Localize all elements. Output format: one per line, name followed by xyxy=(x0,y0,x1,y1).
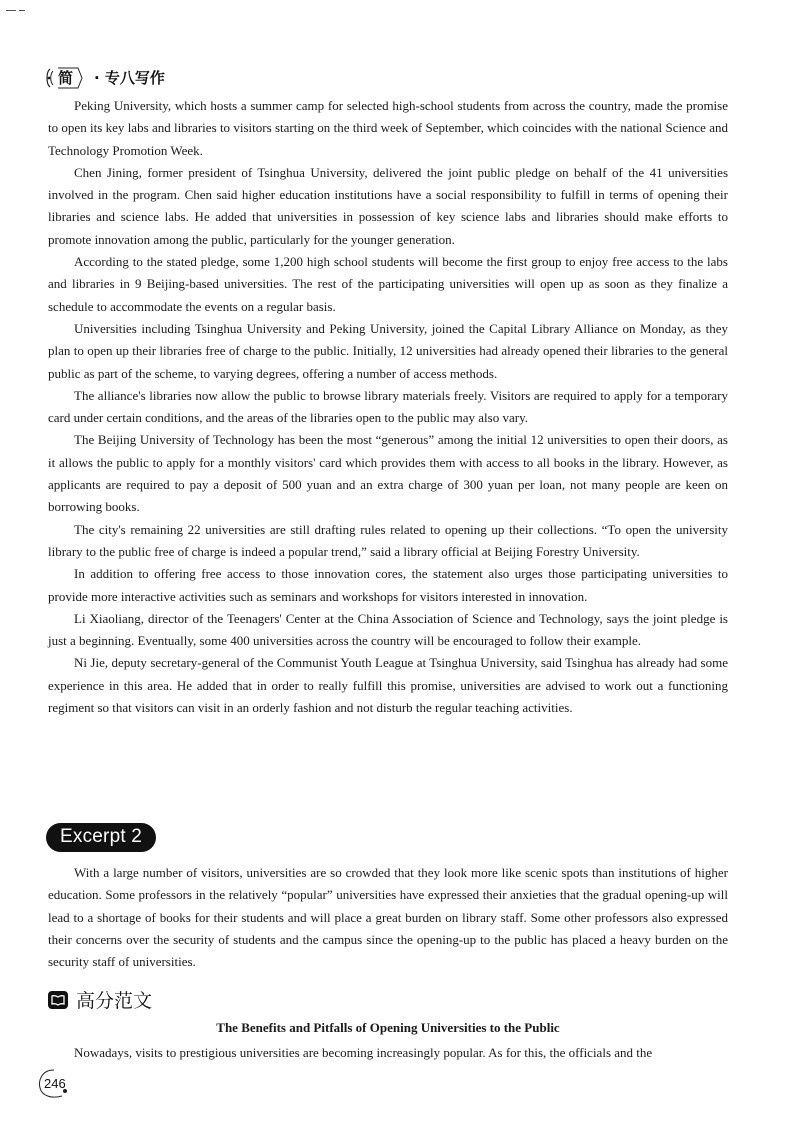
paragraph: The alliance's libraries now allow the public to browse library materials freely. Visitors are required to apply for a temporary card under certain conditions, and the areas of the libraries open to the public may also vary. xyxy=(48,387,728,426)
logo-character: 简 xyxy=(58,68,74,87)
paragraph: Li Xiaoliang, director of the Teenagers' Center at the China Association of Science and Technology, says the joint pledge is just a beginning. Eventually, some 400 universities across the country will be encouraged to follow their example. xyxy=(48,610,728,649)
section-title: 高分范文 xyxy=(76,990,153,1012)
paragraph: The Beijing University of Technology has been the most “generous” among the initial 12 universities to open their doors, as it allows the public to apply for a monthly visitors' card which provides them with access to all books in the library. However, as applicants are required to pay a deposit of 500 yuan and an extra charge of 300 yuan per loan, not many people are keen on borrowing books. xyxy=(48,432,728,515)
excerpt-2-heading xyxy=(46,823,156,852)
excerpt-1-body xyxy=(48,95,728,719)
paragraph: The city's remaining 22 universities are still drafting rules related to opening up their collections. “To open the university library to the public free of charge is indeed a popular trend,” said a library official at Beijing Forestry University. xyxy=(48,521,728,559)
crop-mark xyxy=(6,10,28,12)
excerpt-label: Excerpt 2 xyxy=(46,823,156,852)
page-number-badge xyxy=(36,1066,76,1102)
essay-title: The Benefits and Pitfalls of Opening Universities to the Public xyxy=(216,1020,560,1035)
section-heading xyxy=(48,986,152,1013)
paragraph: In addition to offering free access to those innovation cores, the statement also urges those participating universities to provide more interactive activities such as seminars and workshops for visitors interested in innovation. xyxy=(48,566,728,604)
paragraph: Chen Jining, former president of Tsinghua University, delivered the joint public pledge on behalf of the 41 universities involved in the program. Chen said higher education institutions have a social responsibility to fulfill in terms of opening their libraries and science labs. He added that universities in possession of key science labs and libraries should make efforts to promote innovation among the public, particularly for the younger generation. xyxy=(48,164,728,247)
book-icon xyxy=(48,991,68,1009)
essay-first-line: Nowadays, visits to prestigious universities are becoming increasingly popular. As for this, the officials and the xyxy=(74,1045,653,1060)
page-number: 246 xyxy=(44,1076,66,1091)
page-header xyxy=(44,62,165,92)
header-title: · 专八写作 xyxy=(94,68,165,87)
excerpt-2-body xyxy=(48,862,728,973)
paragraph: Ni Jie, deputy secretary-general of the Communist Youth League at Tsinghua University, said Tsinghua has already had some experience in this area. He added that in order to really fulfill this promise, universities are advised to work out a functioning regiment so that visitors can visit in an orderly fashion and not disturb the regular teaching activities. xyxy=(48,655,728,716)
paragraph: Universities including Tsinghua University and Peking University, joined the Capital Library Alliance on Monday, as they plan to open up their libraries free of charge to the public. Initially, 12 universities had already opened their libraries to the general public as part of the scheme, to varying degrees, offering a number of access methods. xyxy=(48,320,728,381)
paragraph: According to the stated pledge, some 1,200 high school students will become the first group to enjoy free access to the labs and libraries in 9 Beijing-based universities. The rest of the participating universities will open up as soon as they finalize a schedule to accommodate the events on a regular basis. xyxy=(48,254,728,314)
paragraph: Peking University, which hosts a summer camp for selected high-school students from across the country, made the promise to open its key labs and libraries to visitors starting on the third week of September, which coincides with the national Science and Technology Promotion Week. xyxy=(48,98,728,158)
book-logo xyxy=(44,64,90,90)
paragraph: With a large number of visitors, universities are so crowded that they look more like scenic spots than institutions of higher education. Some professors in the relatively “popular” universities have expressed their anxieties that the gradual opening-up will lead to a shortage of books for their students and will place a great burden on library staff. Some other professors also expressed their concerns over the security of students and the campus since the opening-up to the public has placed a heavy burden on the security staff of universities. xyxy=(48,865,728,970)
